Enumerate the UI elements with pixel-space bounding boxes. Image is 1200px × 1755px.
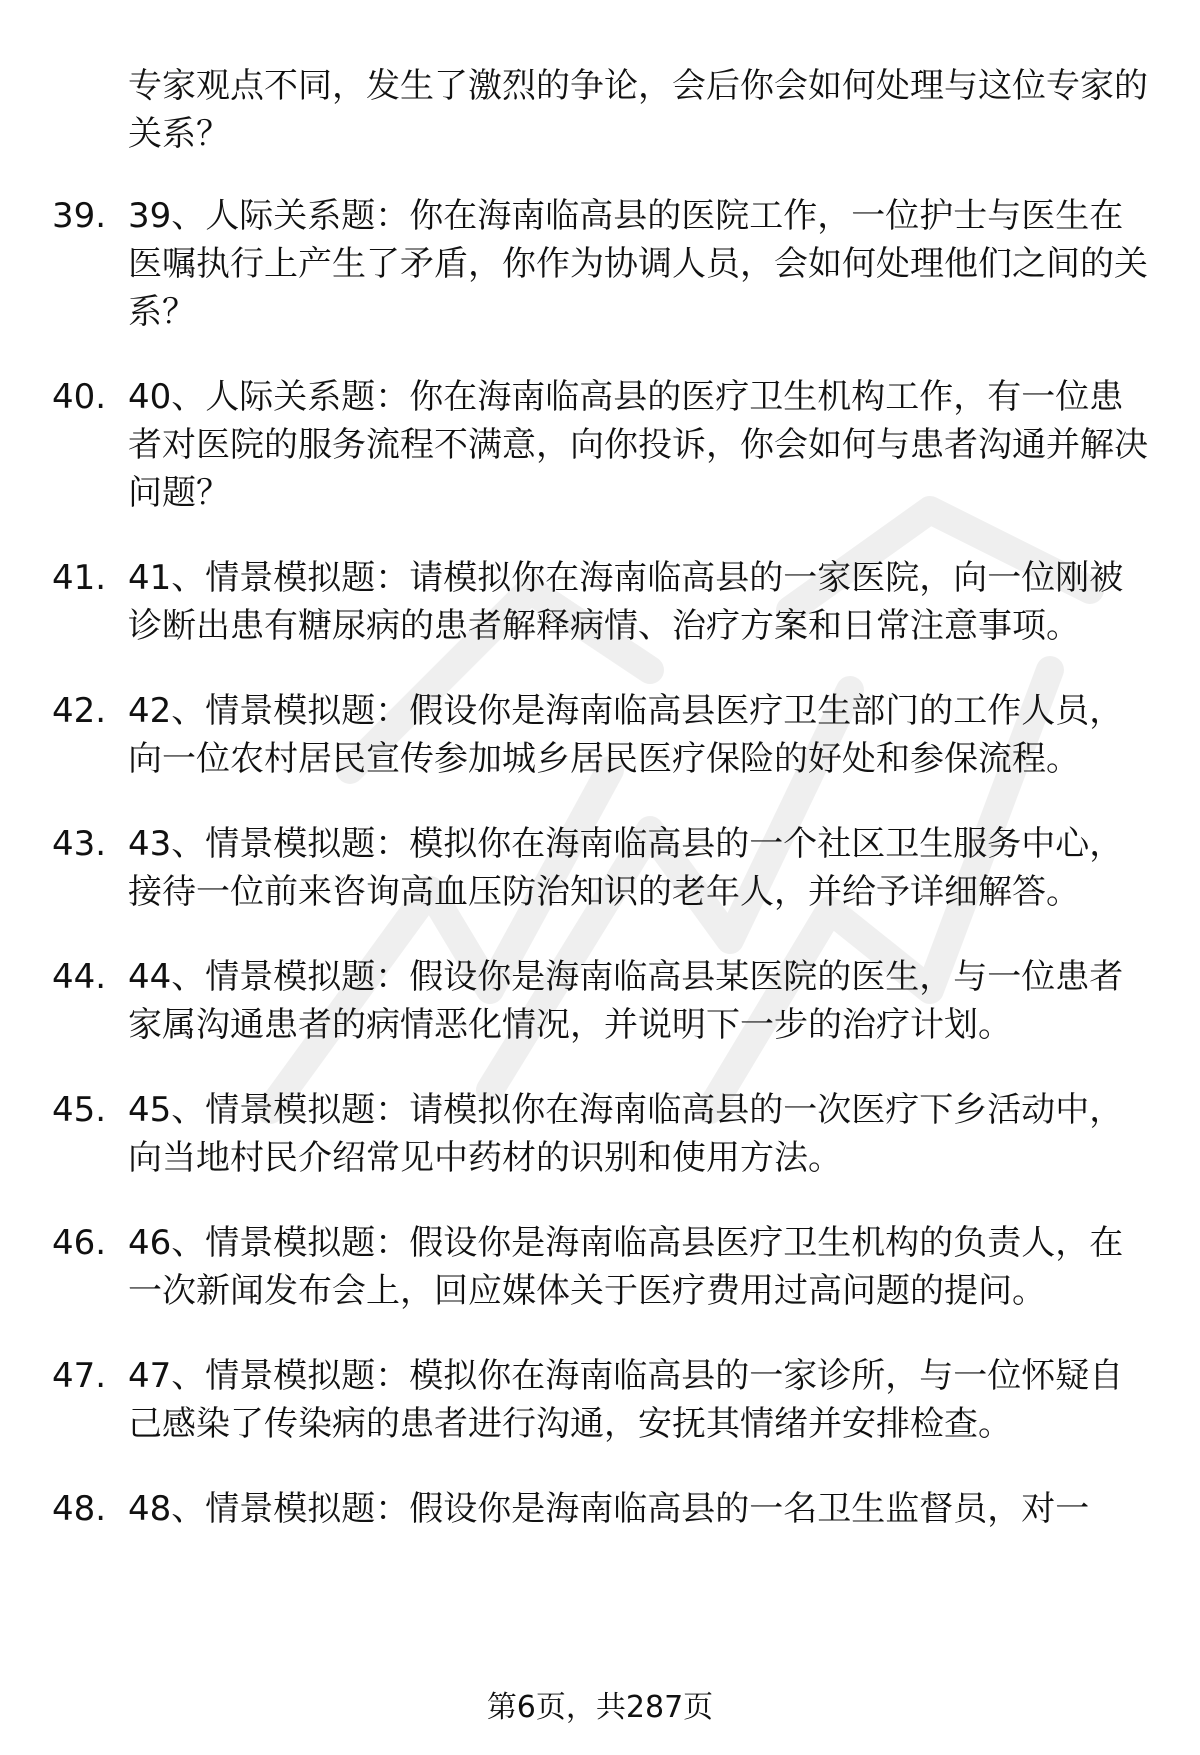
item-number: 46. [52,1223,107,1263]
item-number: 45. [52,1090,107,1130]
list-item [0,820,1200,916]
list-item [0,554,1200,650]
list-item [0,687,1200,783]
continuation-text: 专家观点不同，发生了激烈的争论，会后你会如何处理与这位专家的关系？ [128,66,1148,154]
list-item [0,1086,1200,1182]
item-text: 43、情景模拟题：模拟你在海南临高县的一个社区卫生服务中心，接待一位前来咨询高血压防治知识的老年人，并给予详细解答。 [128,824,1124,912]
item-number: 39. [52,196,107,236]
list-item [0,1219,1200,1315]
list-item [0,373,1200,517]
question-list [0,192,1200,1570]
item-number: 43. [52,824,107,864]
item-number: 47. [52,1356,107,1396]
list-item [0,953,1200,1049]
item-text: 41、情景模拟题：请模拟你在海南临高县的一家医院，向一位刚被诊断出患有糖尿病的患者解释病情、治疗方案和日常注意事项。 [128,558,1124,646]
item-number: 40. [52,377,107,417]
item-number: 42. [52,691,107,731]
list-item [0,192,1200,336]
item-number: 41. [52,558,107,598]
item-text: 46、情景模拟题：假设你是海南临高县医疗卫生机构的负责人，在一次新闻发布会上，回应媒体关于医疗费用过高问题的提问。 [128,1223,1124,1311]
list-item [0,1352,1200,1448]
list-item [0,1485,1200,1533]
page-footer: 第6页，共287页 [486,1690,714,1725]
item-text: 44、情景模拟题：假设你是海南临高县某医院的医生，与一位患者家属沟通患者的病情恶化情况，并说明下一步的治疗计划。 [128,957,1124,1045]
item-text: 42、情景模拟题：假设你是海南临高县医疗卫生部门的工作人员，向一位农村居民宣传参加城乡居民医疗保险的好处和参保流程。 [128,691,1124,779]
item-text: 45、情景模拟题：请模拟你在海南临高县的一次医疗下乡活动中，向当地村民介绍常见中药材的识别和使用方法。 [128,1090,1124,1178]
item-number: 44. [52,957,107,997]
item-text: 48、情景模拟题：假设你是海南临高县的一名卫生监督员，对一 [128,1489,1090,1529]
item-text: 47、情景模拟题：模拟你在海南临高县的一家诊所，与一位怀疑自己感染了传染病的患者进行沟通，安抚其情绪并安排检查。 [128,1356,1124,1444]
item-text: 39、人际关系题：你在海南临高县的医院工作，一位护士与医生在医嘱执行上产生了矛盾，你作为协调人员，会如何处理他们之间的关系？ [128,196,1148,332]
item-number: 48. [52,1489,107,1529]
item-text: 40、人际关系题：你在海南临高县的医疗卫生机构工作，有一位患者对医院的服务流程不满意，向你投诉，你会如何与患者沟通并解决问题？ [128,377,1148,513]
